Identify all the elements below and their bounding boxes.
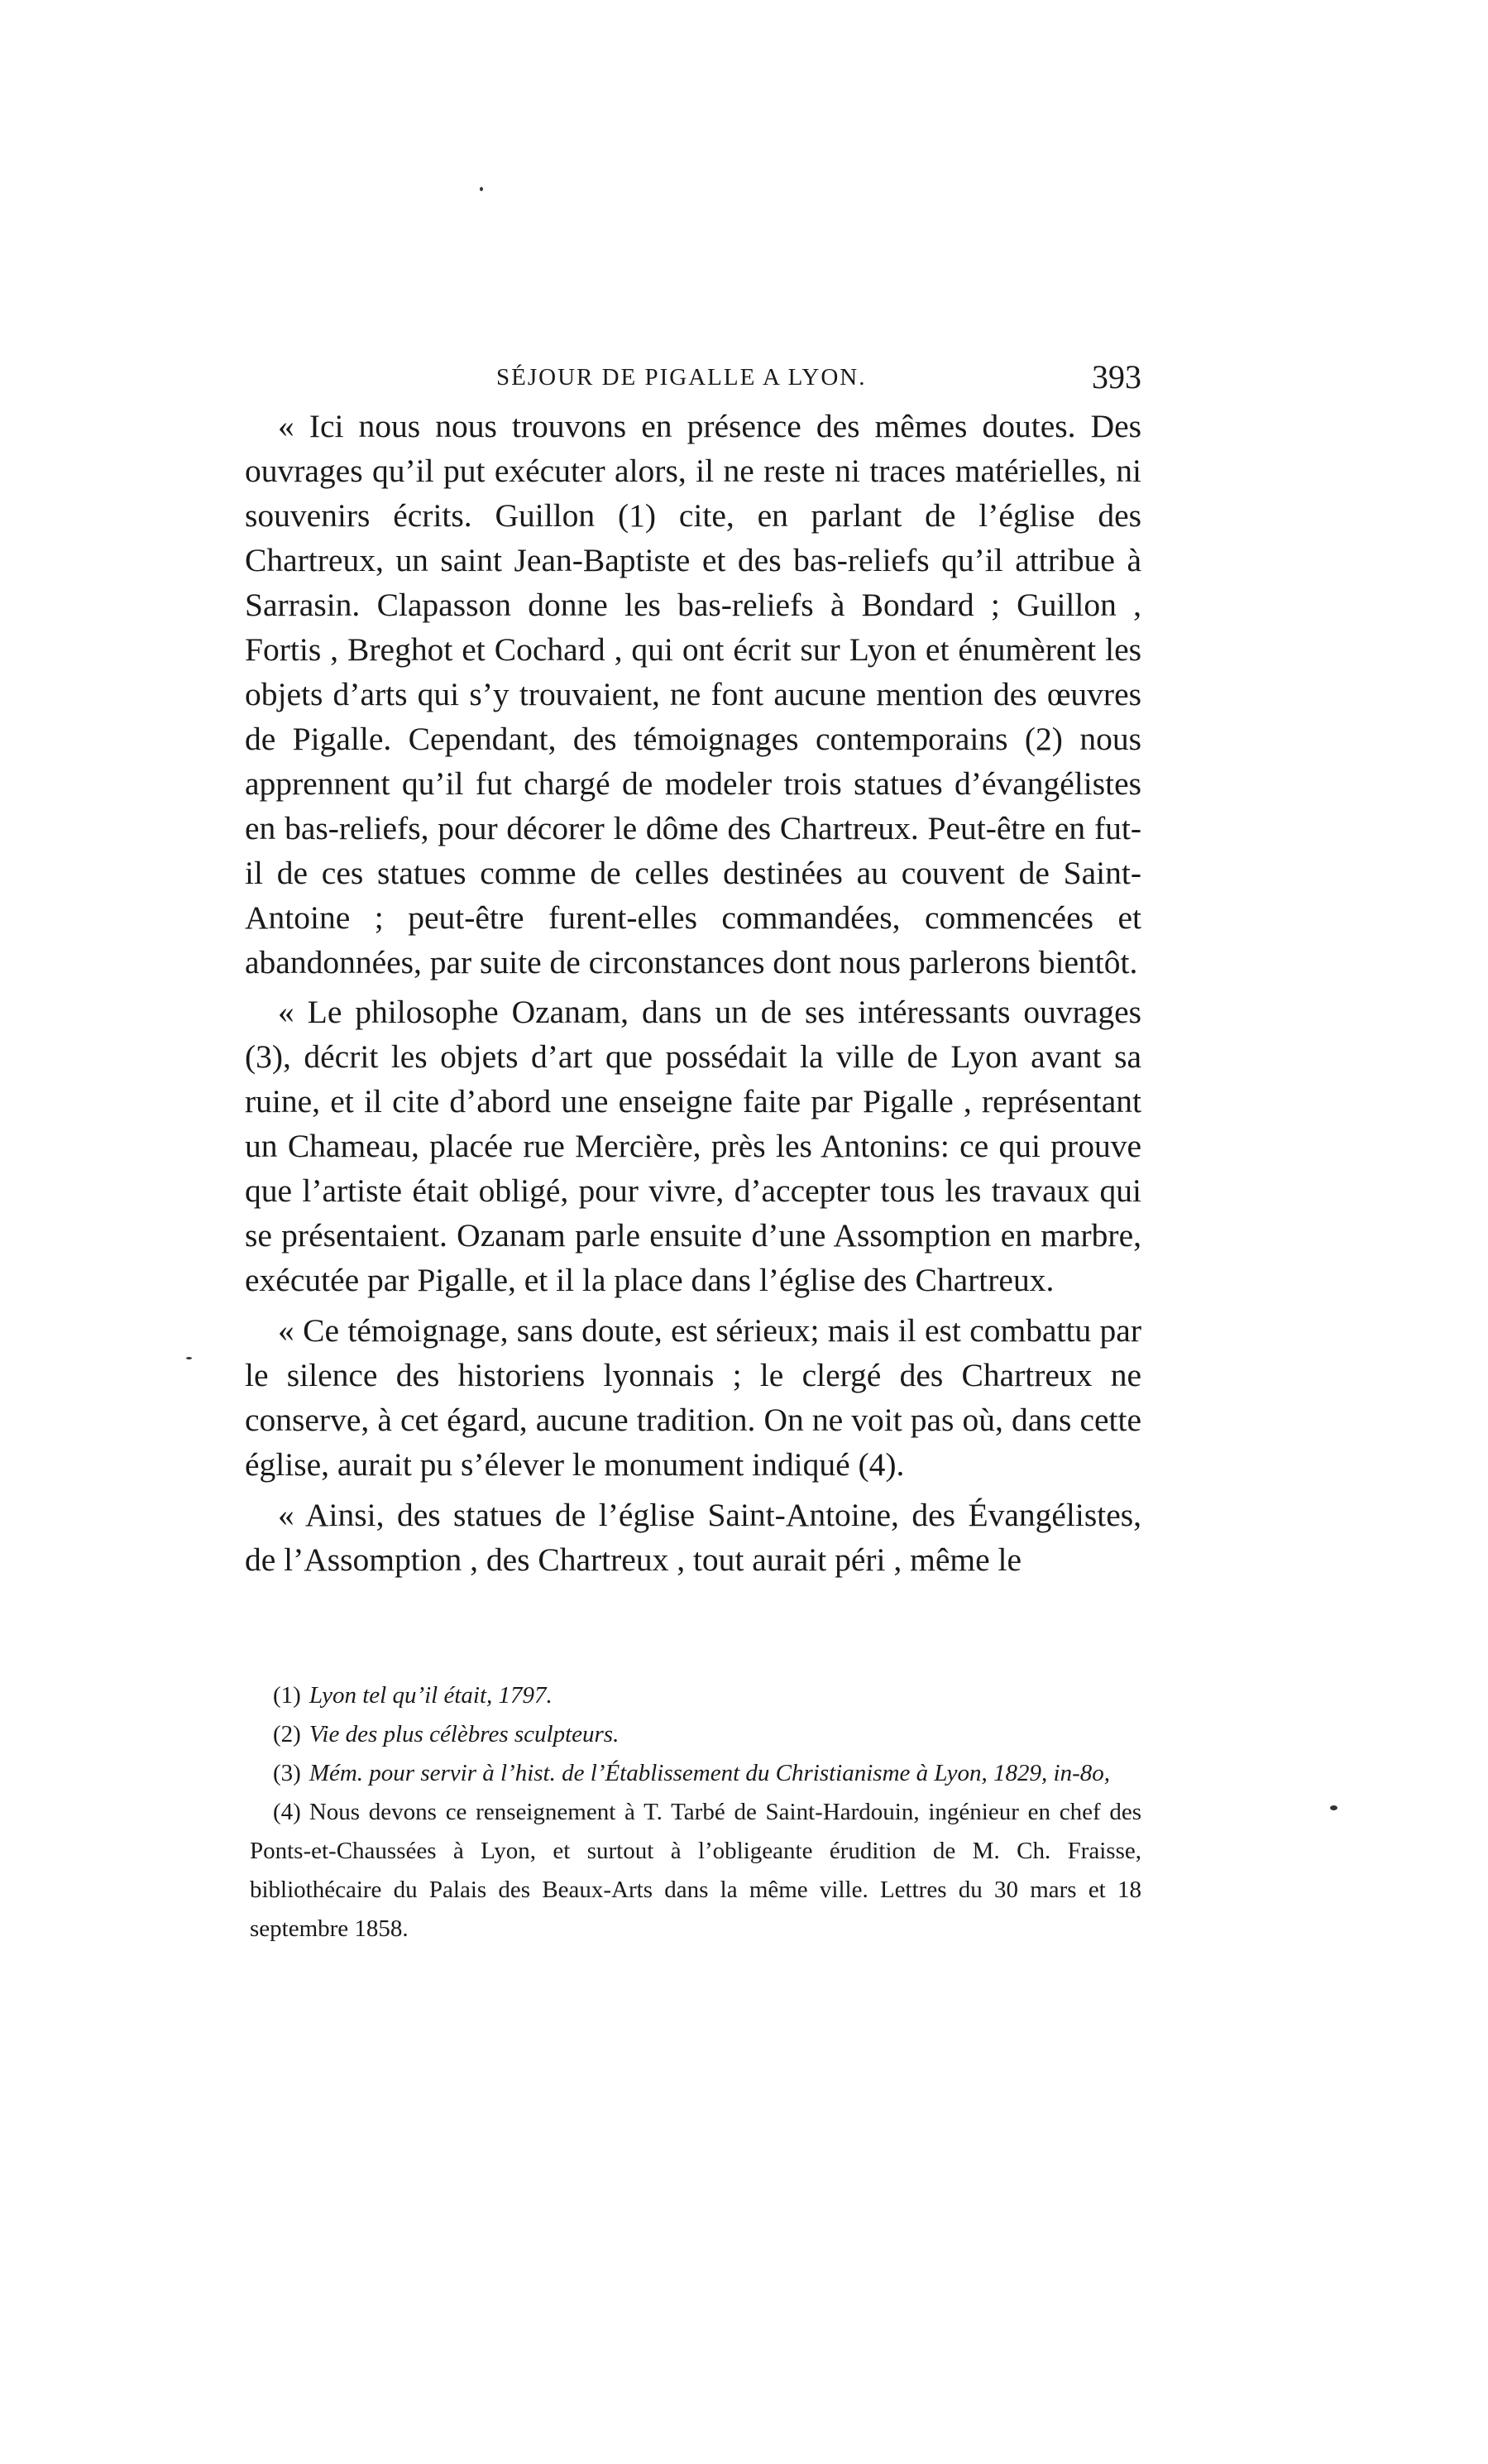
footnote-marker: (3) [273,1760,301,1786]
paragraph: « Ce témoignage, sans doute, est sérieux; mais il est combattu par le silence des historiens lyonnais ; le clergé des Chartreux ne conserve, à cet égard, aucune tradition. On ne voit pas où, dans cette église, aurait pu s’élever le monument indiqué (4). [245,1312,1141,1483]
footnote-text: Nous devons ce renseignement à T. Tarbé de Saint-Hardouin, ingénieur en chef des Ponts-et-Chaussées à Lyon, et surtout à l’obligeante érudition de M. Ch. Fraisse, bibliothécaire du Palais des Beaux-Arts dans la même ville. Lettres du 30 mars et 18 septembre 1858. [250,1799,1141,1942]
footnote [250,1754,1141,1793]
footnote [250,1793,1141,1949]
ink-speck [1330,1805,1337,1810]
footnotes [250,1676,1141,1949]
ink-speck [480,187,483,191]
paragraph: « Ainsi, des statues de l’église Saint-Antoine, des Évangélistes, de l’Assomption , des Chartreux , tout aurait péri , même le [245,1497,1141,1578]
body-text [245,404,1141,1588]
page-header [248,357,1141,407]
footnote-marker: (1) [273,1682,301,1709]
ink-speck [186,1357,192,1359]
paragraph: « Le philosophe Ozanam, dans un de ses intéressants ouvrages (3), décrit les objets d’art que possédait la ville de Lyon avant sa ruine, et il cite d’abord une enseigne faite par Pigalle , représentant un Chameau, placée rue Mercière, près les Antonins: ce qui prouve que l’artiste était obligé, pour vivre, d’accepter tous les travaux qui se présentaient. Ozanam parle ensuite d’une Assomption en marbre, exécutée par Pigalle, et il la place dans l’église des Chartreux. [245,994,1141,1298]
running-title: SÉJOUR DE PIGALLE A LYON. [496,364,867,391]
footnote-text: Lyon tel qu’il était, 1797. [309,1682,553,1709]
footnote-marker: (4) [273,1799,301,1825]
page-number: 393 [1092,358,1141,395]
footnote-text: Mém. pour servir à l’hist. de l’Établissement du Christianisme à Lyon, 1829, in-8o, [309,1760,1110,1786]
paragraph: « Ici nous nous trouvons en présence des mêmes doutes. Des ouvrages qu’il put exécuter alors, il ne reste ni traces matérielles, ni souvenirs écrits. Guillon (1) cite, en parlant de l’église des Chartreux, un saint Jean-Baptiste et des bas-reliefs qu’il attribue à Sarrasin. Clapasson donne les bas-reliefs à Bondard ; Guillon , Fortis , Breghot et Cochard , qui ont écrit sur Lyon et énumèrent les objets d’arts qui s’y trouvaient, ne font aucune mention des œuvres de Pigalle. Cependant, des témoignages contemporains (2) nous apprennent qu’il fut chargé de modeler trois statues d’évangélistes en bas-reliefs, pour décorer le dôme des Chartreux. Peut-être en fut-il de ces statues comme de celles destinées au couvent de Saint-Antoine ; peut-être furent-elles commandées, commencées et abandonnées, par suite de circonstances dont nous parlerons bientôt. [245,408,1141,980]
footnote-marker: (2) [273,1721,301,1747]
footnote [250,1715,1141,1754]
footnote-text: Vie des plus célèbres sculpteurs. [309,1721,620,1747]
footnote [250,1676,1141,1715]
